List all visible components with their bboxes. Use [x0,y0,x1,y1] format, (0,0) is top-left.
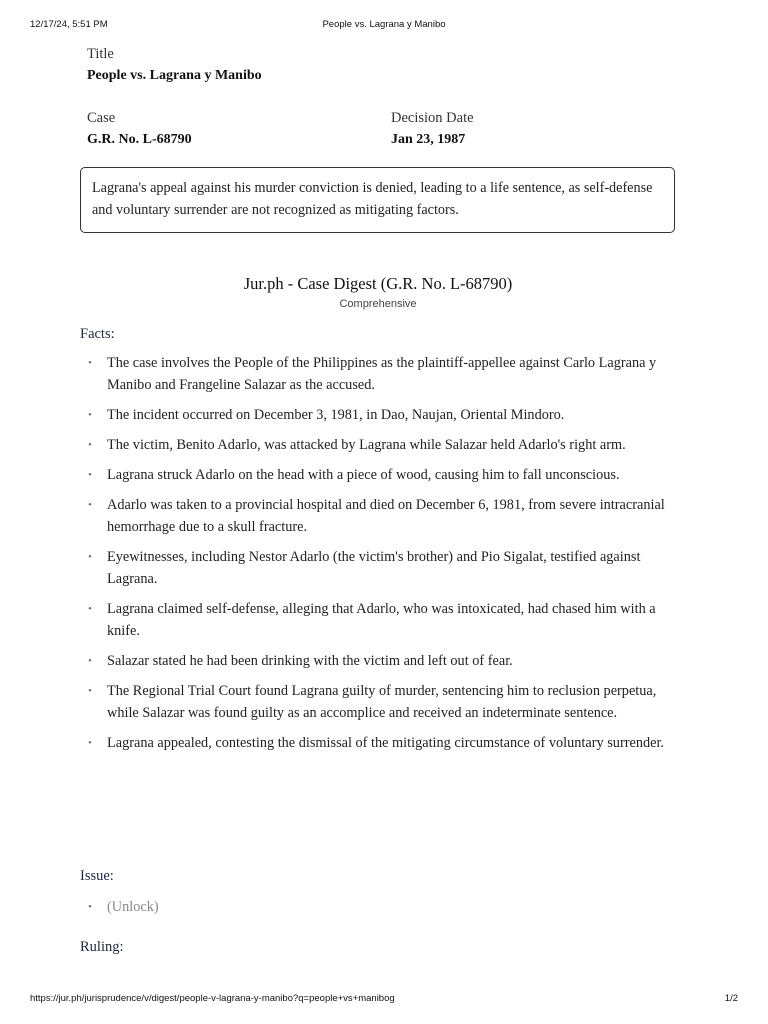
fact-item [80,404,676,426]
fact-item [80,434,676,456]
fact-item [80,598,676,642]
fact-item [80,494,676,538]
issue-heading: Issue: [80,868,114,884]
bullet-icon: • [88,439,92,451]
fact-item [80,680,676,724]
fact-item-text: The case involves the People of the Philippines as the plaintiff-appellee against Carlo Lagrana y Manibo and Frangeline Salazar as the accused. [107,355,657,393]
bullet-icon: • [88,655,92,667]
fact-item-text: Lagrana claimed self-defense, alleging that Adarlo, who was intoxicated, had chased him with a knife. [107,601,656,639]
print-footer [0,993,768,1007]
fact-item-text: Adarlo was taken to a provincial hospital and died on December 6, 1981, from severe intracranial hemorrhage due to a skull fracture. [107,497,665,535]
fact-item [80,464,676,486]
issue-item[interactable] [80,896,676,918]
fact-item [80,546,676,590]
case-value: G.R. No. L-68790 [87,132,192,147]
print-timestamp: 12/17/24, 5:51 PM [30,19,108,30]
bullet-icon: • [88,603,92,615]
bullet-icon: • [88,409,92,421]
decision-date-block [391,108,474,150]
fact-item-text: Eyewitnesses, including Nestor Adarlo (the victim's brother) and Pio Sigalat, testified against Lagrana. [107,549,641,587]
bullet-icon: • [88,469,92,481]
title-label: Title [87,46,114,62]
bullet-icon: • [88,357,92,369]
fact-item [80,352,676,396]
bullet-icon: • [88,901,92,913]
fact-item-text: Lagrana appealed, contesting the dismissal of the mitigating circumstance of voluntary surrender. [107,735,665,751]
fact-item-text: The Regional Trial Court found Lagrana guilty of murder, sentencing him to reclusion perpetua, while Salazar was found guilty as an accomplice and received an indeterminate sentence. [107,683,657,721]
fact-item-text: Lagrana struck Adarlo on the head with a piece of wood, causing him to fall unconscious. [107,467,620,483]
decision-date-label: Decision Date [391,110,474,126]
facts-list [80,352,676,762]
fact-item [80,650,676,672]
print-url: https://jur.ph/jurisprudence/v/digest/people-v-lagrana-y-manibo?q=people+vs+manibog [30,993,395,1004]
fact-item [80,732,676,754]
issue-list [80,896,676,918]
print-page-title: People vs. Lagrana y Manibo [322,19,446,30]
issue-item-text[interactable]: (Unlock) [107,899,159,915]
bullet-icon: • [88,499,92,511]
ruling-heading: Ruling: [80,939,124,955]
print-header [0,19,768,33]
print-page-number: 1/2 [724,993,738,1004]
bullet-icon: • [88,685,92,697]
case-block [87,108,192,150]
digest-title: Jur.ph - Case Digest (G.R. No. L-68790) [243,274,513,293]
decision-date-value: Jan 23, 1987 [391,132,466,147]
summary-box: Lagrana's appeal against his murder conviction is denied, leading to a life sentence, as self-defense and voluntary surrender are not recognized as mitigating factors. [80,167,675,233]
bullet-icon: • [88,551,92,563]
digest-subtitle: Comprehensive [339,298,417,310]
title-value: People vs. Lagrana y Manibo [87,68,262,83]
fact-item-text: The victim, Benito Adarlo, was attacked by Lagrana while Salazar held Adarlo's right arm. [107,437,626,453]
title-block [87,44,262,86]
fact-item-text: The incident occurred on December 3, 1981, in Dao, Naujan, Oriental Mindoro. [107,407,565,423]
bullet-icon: • [88,737,92,749]
case-label: Case [87,110,116,126]
fact-item-text: Salazar stated he had been drinking with the victim and left out of fear. [107,653,513,669]
facts-heading: Facts: [80,326,115,342]
